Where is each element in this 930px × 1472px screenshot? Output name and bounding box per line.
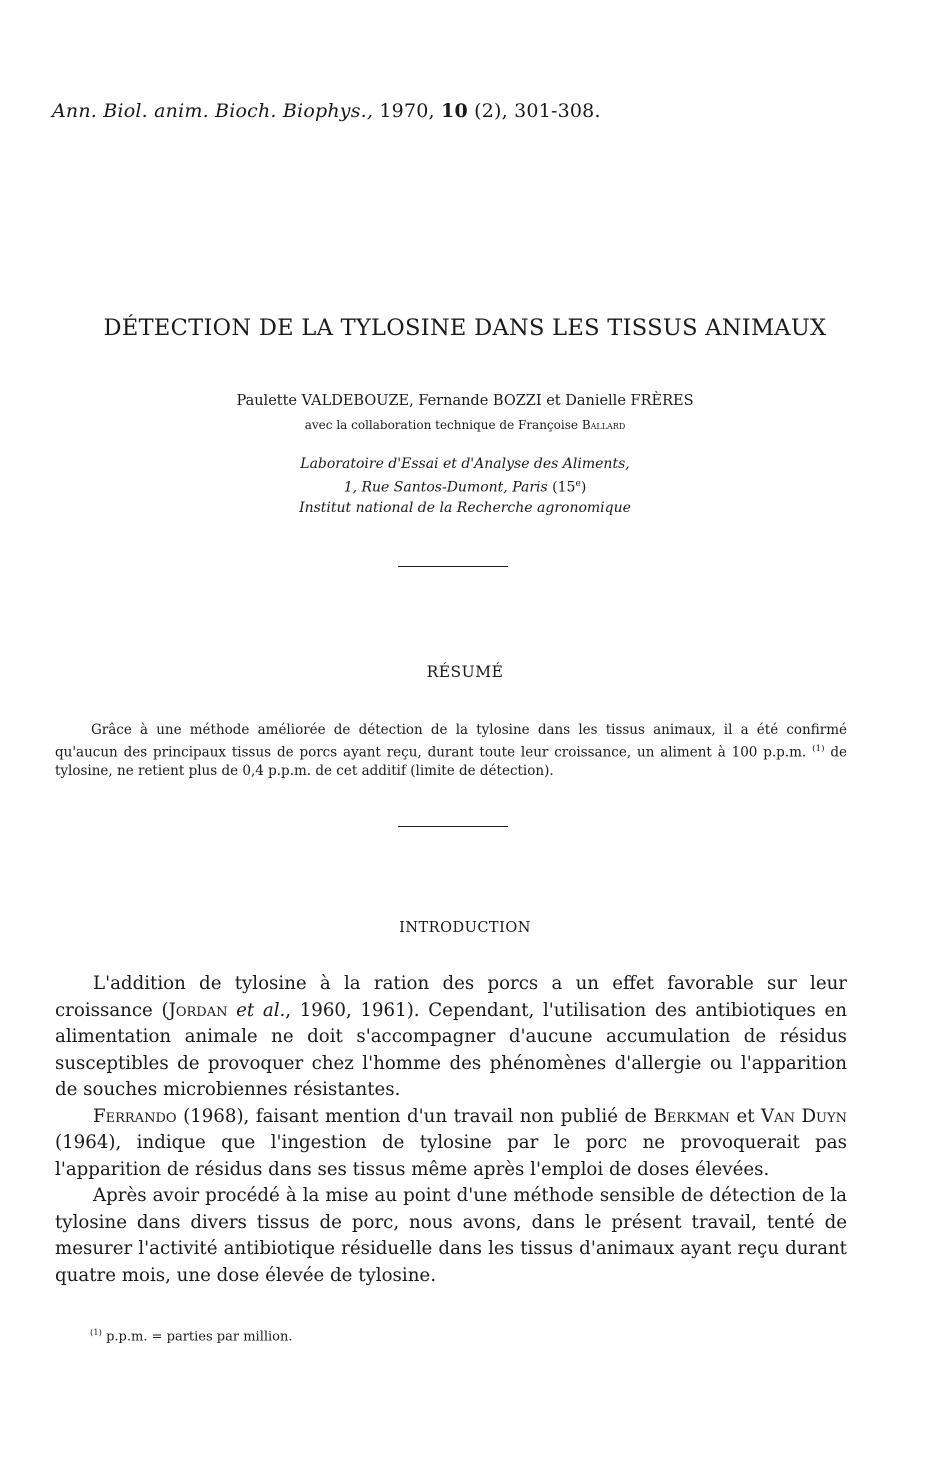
introduction-heading: INTRODUCTION	[399, 920, 531, 936]
resume-text	[55, 721, 847, 780]
resume-heading: RÉSUMÉ	[426, 663, 504, 681]
affiliation-line-1: Laboratoire d'Essai et d'Analyse des Aliments,	[300, 456, 630, 472]
introduction-body	[55, 971, 847, 1289]
author-list: Paulette VALDEBOUZE, Fernande BOZZI et Danielle FRÈRES	[236, 393, 694, 409]
affiliation-district-sup: e	[575, 479, 581, 489]
resume-text-part-2: de tylosine, ne retient plus de 0,4 p.p.m. de cet additif (limite de détection).	[55, 744, 848, 779]
journal-citation	[52, 100, 601, 122]
paragraph-text: L'addition de tylosine à la ration des porcs a un effet favorable sur leur croissance (	[55, 973, 847, 1021]
resume-footnote-ref: (1)	[812, 743, 825, 754]
introduction-paragraph-3: Après avoir procédé à la mise au point d'une méthode sensible de détection de la tylosine dans divers tissus de porc, nous avons, dans le présent travail, tenté de mesurer l'activité antibiotique résiduelle dans les tissus d'animaux ayant reçu durant quatre mois, une dose élevée de tylosine.	[55, 1185, 847, 1286]
affiliation-district-close: )	[580, 479, 587, 496]
journal-name: Ann. Biol. anim. Bioch. Biophys.,	[52, 100, 374, 122]
footnote-text: p.p.m. = parties par million.	[106, 1329, 293, 1345]
footnote	[90, 1327, 293, 1344]
citation-author: Jordan	[168, 999, 228, 1021]
citation-author: Berkman	[653, 1105, 730, 1127]
journal-year: 1970,	[379, 100, 435, 122]
footnote-mark: (1)	[90, 1327, 102, 1337]
paragraph-text: (1964), indique que l'ingestion de tylosine par le porc ne provoquerait pas l'apparition de résidus dans ses tissus même après l'emploi de doses élevées.	[55, 1132, 847, 1180]
affiliation-address: 1, Rue Santos-Dumont, Paris	[343, 479, 548, 496]
separator-rule	[398, 826, 508, 827]
introduction-paragraph-2	[55, 1104, 847, 1184]
citation-author: Ferrando	[93, 1105, 177, 1127]
paper-title: DÉTECTION DE LA TYLOSINE DANS LES TISSUS ANIMAUX	[103, 315, 827, 341]
separator-rule	[398, 566, 508, 567]
citation-etal: et al.	[236, 999, 286, 1021]
introduction-paragraph-1	[55, 971, 847, 1104]
paragraph-text: et	[736, 1105, 755, 1127]
collaborator-name: Ballard	[581, 418, 626, 432]
paragraph-text: (1968), faisant mention d'un travail non publié de	[183, 1105, 647, 1127]
journal-volume: 10	[441, 100, 468, 122]
paragraph-text: , 1960, 1961). Cependant, l'utilisation des antibiotiques en alimentation animale ne doit s'accompagner d'aucune accumulation de résidus susceptibles de provoquer chez l'homme des phénomènes d'allergie ou l'apparition de souches microbiennes résistantes.	[55, 999, 847, 1100]
collaboration-text: avec la collaboration technique de Françoise	[304, 418, 578, 432]
journal-issue-pages: (2), 301-308.	[474, 100, 601, 122]
citation-author: Van Duyn	[761, 1105, 847, 1127]
affiliation-district-open: (15	[552, 479, 576, 496]
affiliation-line-3: Institut national de la Recherche agronomique	[299, 500, 631, 516]
collaboration-line	[0, 418, 930, 432]
affiliation-line-2	[0, 479, 930, 496]
resume-text-part-1: Grâce à une méthode améliorée de détection de la tylosine dans les tissus animaux, il a été confirmé qu'aucun des principaux tissus de porcs ayant reçu, durant toute leur croissance, un aliment à 100 p.p.m.	[55, 722, 847, 760]
